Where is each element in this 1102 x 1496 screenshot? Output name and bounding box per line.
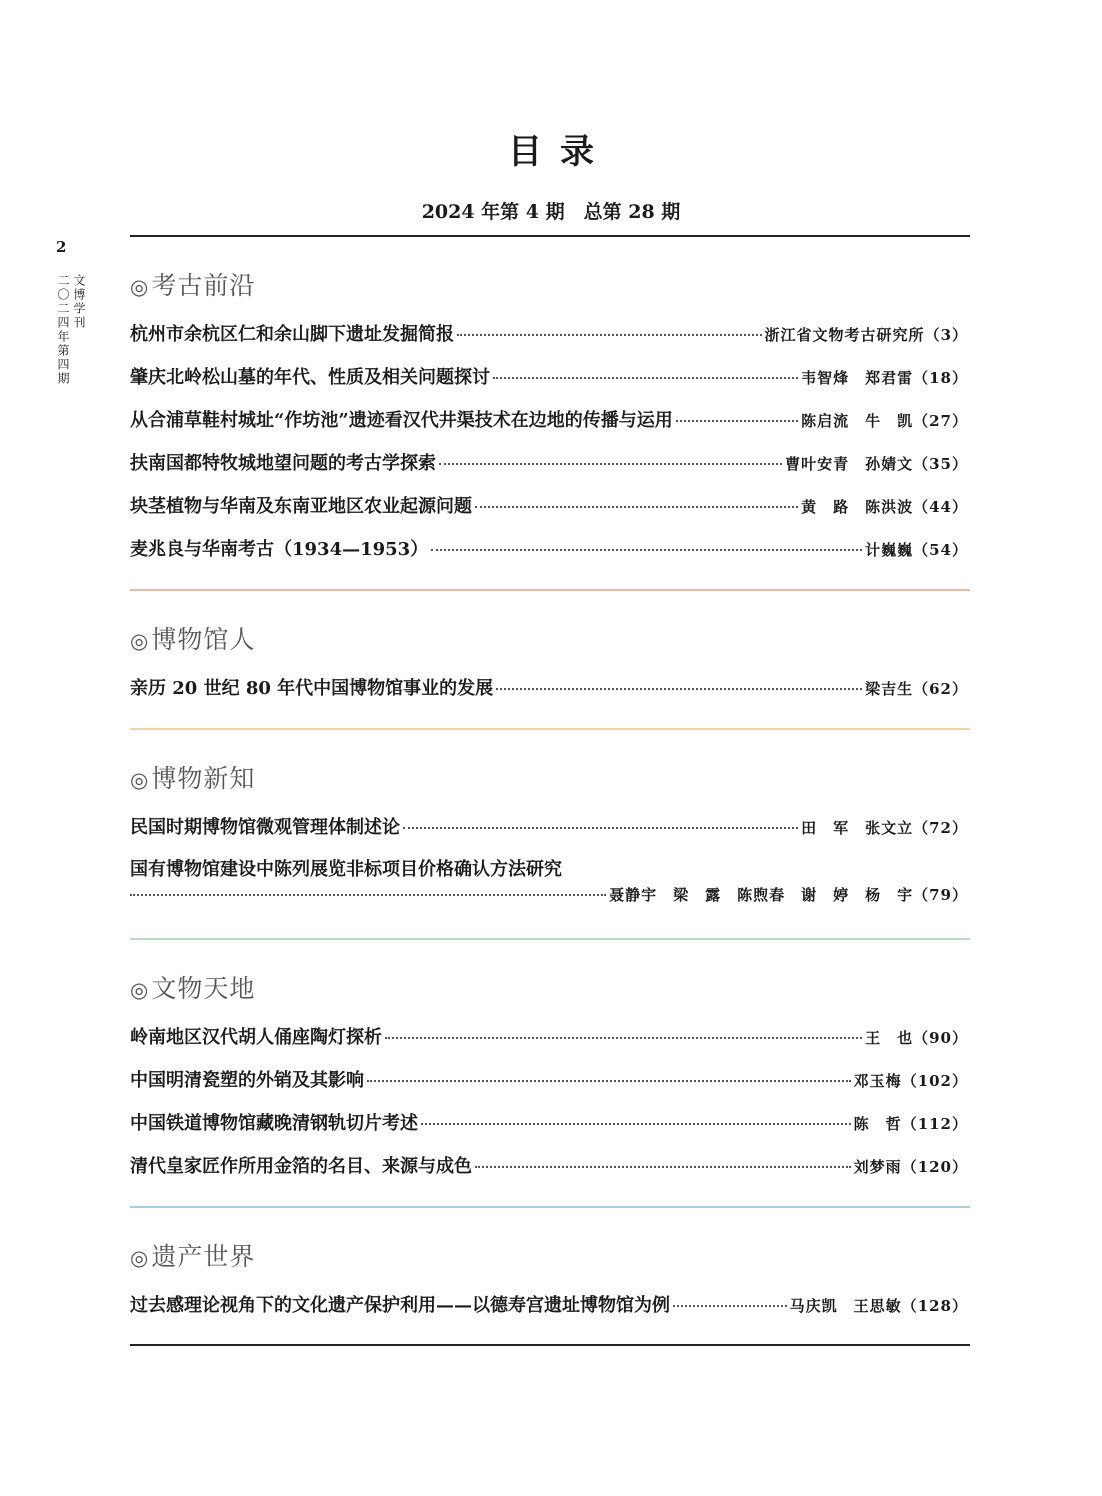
leader-dots (673, 1305, 787, 1307)
section-heading (130, 266, 255, 302)
entry-title: 中国明清瓷塑的外销及其影响 (130, 1070, 364, 1091)
entry-title: 杭州市余杭区仁和余山脚下遗址发掘简报 (130, 324, 454, 345)
entry-page: （102） (901, 1072, 968, 1090)
entry-authors: 聂静宇 梁 露 陈煦春 谢 婷 杨 宇 (609, 886, 914, 904)
section-mark: ◎ (130, 629, 150, 653)
toc-entry[interactable] (130, 813, 968, 839)
leader-dots (367, 1080, 851, 1082)
entry-page: （128） (901, 1297, 968, 1315)
entry-authors: 邓玉梅 (853, 1072, 902, 1090)
entry-page: （54） (913, 541, 968, 559)
section-mark: ◎ (130, 1246, 150, 1270)
bottom-rule (130, 1344, 970, 1346)
entry-title: 从合浦草鞋村城址“作坊池”遗迹看汉代井渠技术在边地的传播与运用 (130, 410, 673, 431)
section-divider (130, 589, 970, 591)
leader-dots (475, 506, 798, 508)
entry-title: 扶南国都特牧城地望问题的考古学探索 (130, 453, 436, 474)
entry-authors: 陈 哲 (853, 1115, 902, 1133)
entry-authors: 陈启流 牛 凯 (801, 412, 914, 430)
leader-dots (421, 1123, 851, 1125)
entry-page: （120） (901, 1158, 968, 1176)
toc-entry[interactable] (130, 320, 968, 346)
entry-authors: 刘梦雨 (853, 1158, 902, 1176)
page-number: 2 (56, 238, 67, 256)
section-title: 考古前沿 (151, 271, 256, 300)
section-title: 博物馆人 (151, 625, 256, 654)
entry-title: 块茎植物与华南及东南亚地区农业起源问题 (130, 496, 472, 517)
entry-title: 过去感理论视角下的文化遗产保护利用——以德寿宫遗址博物馆为例 (130, 1295, 670, 1316)
leader-dots (475, 1166, 851, 1168)
section-title: 文物天地 (151, 974, 256, 1003)
toc-entry[interactable] (130, 406, 968, 432)
toc-entry[interactable] (130, 674, 968, 700)
section-mark: ◎ (130, 978, 150, 1002)
entry-page: （18） (913, 369, 968, 387)
entry-authors: 黄 路 陈洪波 (801, 498, 914, 516)
leader-dots (439, 463, 782, 465)
section-heading (130, 1237, 255, 1273)
entry-title[interactable]: 国有博物馆建设中陈列展览非标项目价格确认方法研究 (130, 859, 562, 880)
toc-entry[interactable] (130, 363, 968, 389)
entry-authors: 韦智烽 郑君雷 (801, 369, 914, 387)
toc-entry[interactable] (130, 492, 968, 518)
journal-side-label (55, 274, 87, 386)
entry-title: 麦兆良与华南考古（1934—1953） (130, 539, 429, 560)
leader-dots (385, 1037, 862, 1039)
leader-dots (496, 688, 862, 690)
entry-page: （44） (913, 498, 968, 516)
section-title: 遗产世界 (151, 1242, 256, 1271)
leader-dots (130, 894, 606, 896)
journal-issue-vertical: 二〇二四年第四期 (56, 274, 70, 386)
entry-page: （72） (913, 819, 968, 837)
leader-dots (493, 377, 798, 379)
section-divider (130, 938, 970, 940)
entry-authors: 梁吉生 (865, 680, 914, 698)
section-mark: ◎ (130, 275, 150, 299)
toc-entry[interactable] (130, 1066, 968, 1092)
entry-title: 清代皇家匠作所用金箔的名目、来源与成色 (130, 1156, 472, 1177)
section-heading (130, 969, 255, 1005)
section-heading (130, 759, 255, 795)
page-title: 目录 (508, 132, 612, 172)
entry-authors: 计巍巍 (865, 541, 914, 559)
entry-page: （79） (913, 886, 968, 904)
entry-page: （112） (901, 1115, 968, 1133)
entry-page: （90） (913, 1029, 968, 1047)
toc-entry[interactable] (130, 535, 968, 561)
leader-dots (403, 827, 798, 829)
toc-entry[interactable] (130, 1152, 968, 1178)
toc-entry[interactable] (130, 1109, 968, 1135)
toc-entry[interactable] (130, 884, 968, 905)
entry-page: （62） (913, 680, 968, 698)
toc-entry[interactable] (130, 1023, 968, 1049)
entry-title: 中国铁道博物馆藏晚清钢轨切片考述 (130, 1113, 418, 1134)
entry-title: 岭南地区汉代胡人俑座陶灯探析 (130, 1027, 382, 1048)
top-rule (130, 235, 970, 237)
toc-entry[interactable] (130, 449, 968, 475)
journal-name: 文博学刊 (72, 274, 86, 330)
entry-page: （35） (913, 455, 968, 473)
entry-authors: 田 军 张文立 (801, 819, 914, 837)
section-title: 博物新知 (151, 764, 256, 793)
entry-title: 肇庆北岭松山墓的年代、性质及相关问题探讨 (130, 367, 490, 388)
entry-authors: 曹叶安青 孙婧文 (785, 455, 914, 473)
section-divider (130, 728, 970, 730)
entry-page: （3） (924, 326, 968, 344)
entry-page: （27） (913, 412, 968, 430)
section-heading (130, 620, 255, 656)
entry-authors: 王 也 (865, 1029, 914, 1047)
section-divider (130, 1206, 970, 1208)
entry-authors: 马庆凯 王思敏 (789, 1297, 902, 1315)
issue-line: 2024 年第 4 期 总第 28 期 (421, 201, 681, 223)
toc-entry[interactable] (130, 1291, 968, 1317)
section-mark: ◎ (130, 768, 150, 792)
leader-dots (431, 549, 862, 551)
leader-dots (457, 334, 762, 336)
entry-title: 亲历 20 世纪 80 年代中国博物馆事业的发展 (130, 678, 494, 699)
leader-dots (676, 420, 798, 422)
entry-title: 民国时期博物馆微观管理体制述论 (130, 817, 400, 838)
entry-authors: 浙江省文物考古研究所 (764, 326, 925, 344)
